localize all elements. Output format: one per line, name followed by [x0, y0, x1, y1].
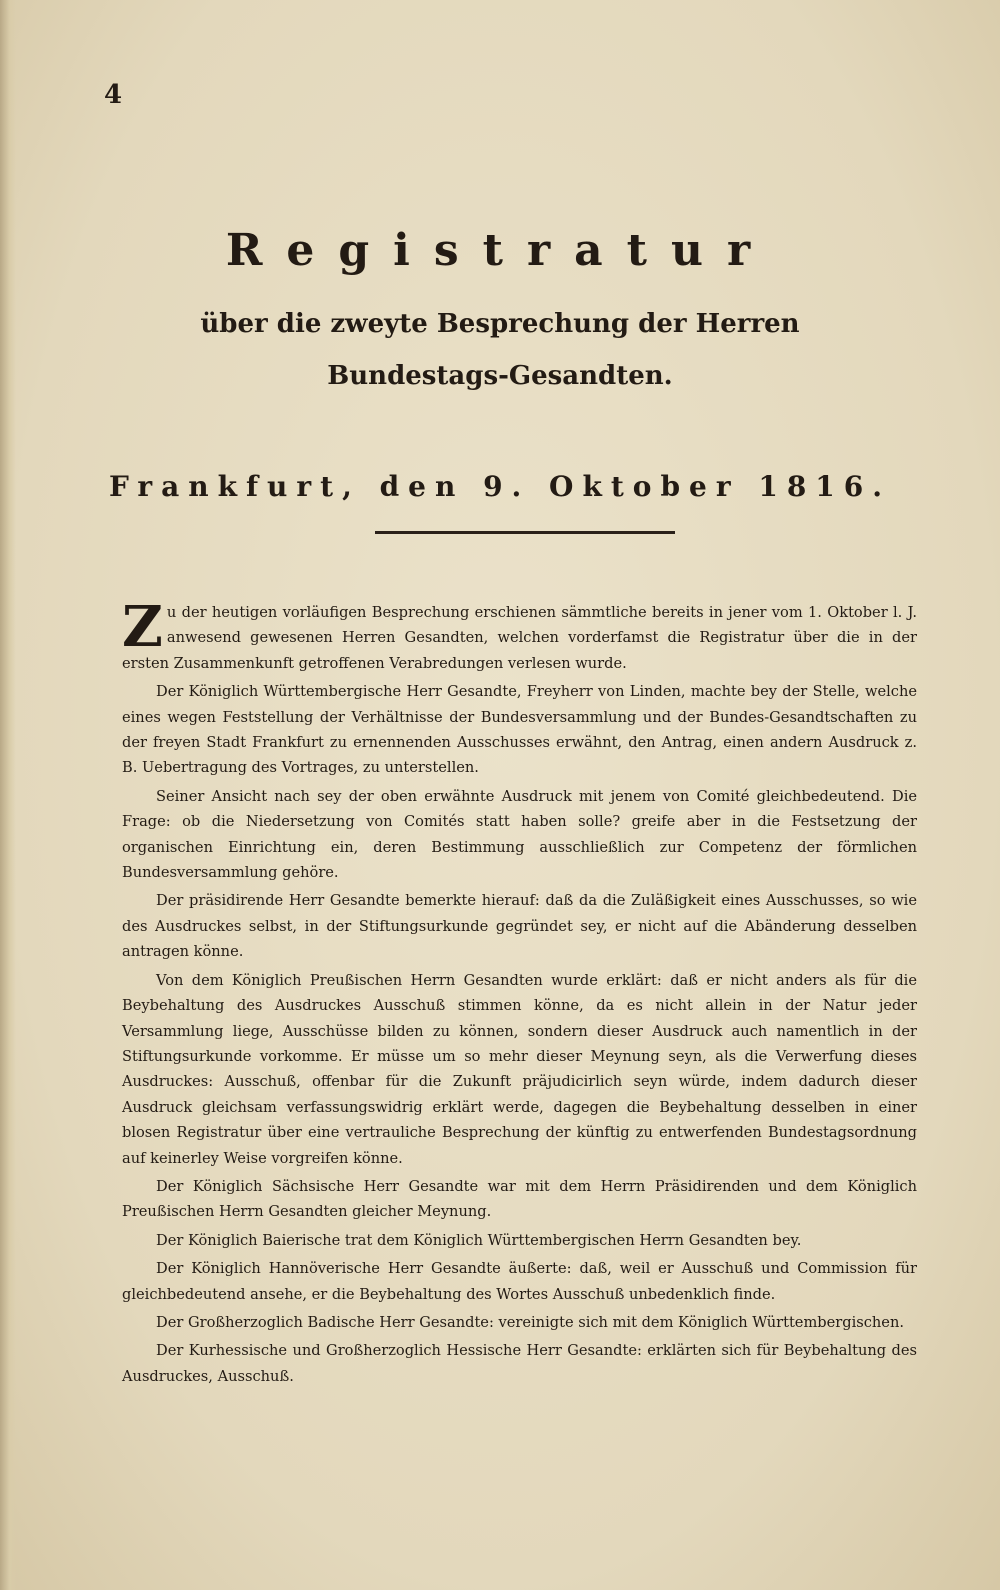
- paragraph: Von dem Königlich Preußischen Herrn Gesandten wurde erklärt: daß er nicht anders als für die Beybehaltung des Ausdruckes Ausschuß stimmen könne, da es nicht allein in der Natur jeder Versammlung liege, Ausschüsse bilden zu können, sondern dieser Ausdruck auch namentlich in der Stiftungsurkunde vorkomme. Er müsse um so mehr dieser Meynung seyn, als die Verwerfung dieses Ausdruckes: Ausschuß, offenbar für die Zukunft präjudicirlich seyn würde, indem dadurch dieser Ausdruck gleichsam verfassungswidrig erklärt werde, dagegen die Beybehaltung desselben in einer blosen Registratur über eine vertrauliche Besprechung der künftig zu entwerfenden Bundestagsordnung auf keinerley Weise vorgreifen könne.: [122, 971, 917, 1167]
- paragraph-text: u der heutigen vorläufigen Besprechung erschienen sämmtliche bereits in jener vom 1. Oktober l. J. anwesend gewesenen Herren Gesandten, welchen vorderfamst die Registratur über die in der ersten Zusammenkunft getroffenen Verabredungen verlesen wurde.: [122, 604, 917, 672]
- paragraph: [122, 594, 917, 676]
- paragraph: Der Königlich Sächsische Herr Gesandte war mit dem Herrn Präsidirenden und dem Königlich Preußischen Herrn Gesandten gleicher Meynung.: [122, 1177, 917, 1221]
- drop-cap-initial: Z: [122, 594, 163, 660]
- paragraph: Der Kurhessische und Großherzoglich Hessische Herr Gesandte: erklärten sich für Beybehaltung des Ausdruckes, Ausschuß.: [122, 1342, 917, 1385]
- paragraph: Der Königlich Baierische trat dem Königlich Württembergischen Herrn Gesandten bey.: [156, 1231, 802, 1249]
- body-text: [122, 594, 917, 1392]
- paragraph: Der Großherzoglich Badische Herr Gesandte: vereinigte sich mit dem Königlich Württembergischen.: [156, 1313, 904, 1331]
- paragraph: Seiner Ansicht nach sey der oben erwähnte Ausdruck mit jenem von Comité gleichbedeutend. Die Frage: ob die Niedersetzung von Comités statt haben solle? greife aber in die Festsetzung der organischen Einrichtung ein, deren Bestimmung ausschließlich zur Competenz der förmlichen Bundesversammlung gehöre.: [122, 787, 917, 882]
- title-divider: [375, 531, 675, 534]
- document-title: Registratur: [225, 225, 775, 276]
- dateline: Frankfurt, den 9. Oktober 1816.: [108, 470, 892, 503]
- page-number: 4: [104, 80, 123, 110]
- paragraph: Der präsidirende Herr Gesandte bemerkte hierauf: daß da die Zuläßigkeit eines Ausschusses, so wie des Ausdruckes selbst, in der Stiftungsurkunde gegründet sey, er nicht auf die Abänderung desselben antragen könne.: [122, 892, 917, 961]
- document-subtitle: über die zweyte Besprechung der Herren Bundestags-Gesandten.: [200, 309, 800, 391]
- paragraph: Der Königlich Württembergische Herr Gesandte, Freyherr von Linden, machte bey der Stelle, welche eines wegen Feststellung der Verhältnisse der Bundesversammlung und der Bundes-Gesandtschaften zu der freyen Stadt Frankfurt zu ernennenden Ausschusses erwähnt, den Antrag, einen andern Ausdruck z. B. Uebertragung des Vortrages, zu unterstellen.: [122, 683, 917, 777]
- paragraph: Der Königlich Hannöverische Herr Gesandte äußerte: daß, weil er Ausschuß und Commission für gleichbedeutend ansehe, er die Beybehaltung des Wortes Ausschuß unbedenklich finde.: [122, 1260, 917, 1303]
